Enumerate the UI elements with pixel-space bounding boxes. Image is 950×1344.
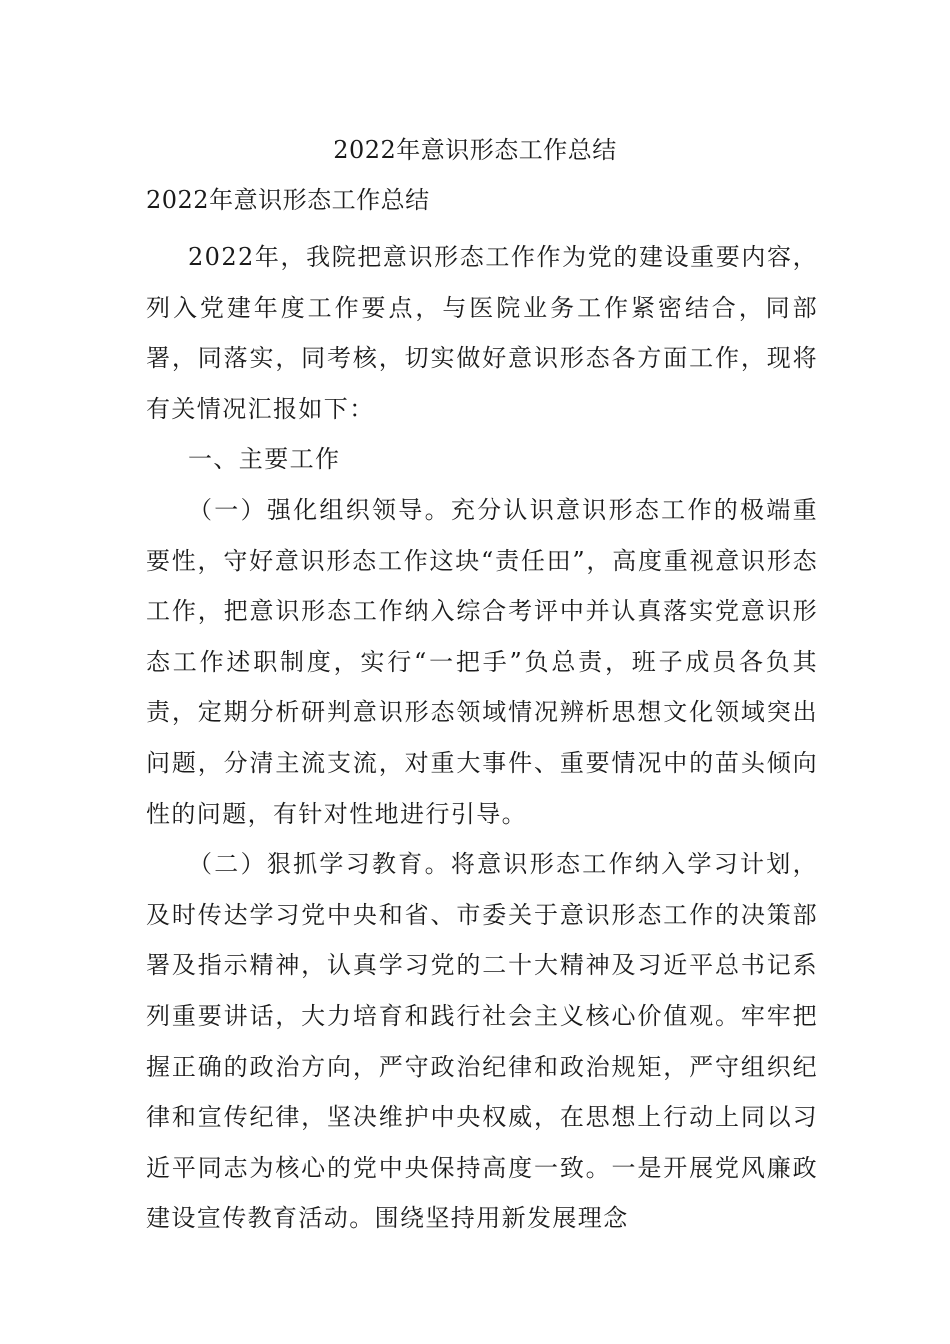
document-body [146,232,818,1244]
document-subtitle: 2022年意识形态工作总结 [146,186,430,214]
intro-paragraph: 2022年，我院把意识形态工作作为党的建设重要内容，列入党建年度工作要点，与医院业务工作紧密结合，同部署，同落实，同考核，切实做好意识形态各方面工作，现将有关情况汇报如下： [146,243,818,423]
study-education-paragraph: （二）狠抓学习教育。将意识形态工作纳入学习计划，及时传达学习党中央和省、市委关于意识形态工作的决策部署及指示精神，认真学习党的二十大精神及习近平总书记系列重要讲话，大力培育和践行社会主义核心价值观。牢牢把握正确的政治方向，严守政治纪律和政治规矩，严守组织纪律和宣传纪律，坚决维护中央权威，在思想上行动上同以习近平同志为核心的党中央保持高度一致。一是开展党风廉政建设宣传教育活动。围绕坚持用新发展理念 [146,850,818,1233]
organization-leadership-paragraph: （一）强化组织领导。充分认识意识形态工作的极端重要性，守好意识形态工作这块“责任田”，高度重视意识形态工作，把意识形态工作纳入综合考评中并认真落实党意识形态工作述职制度，实行“一把手”负总责，班子成员各负其责，定期分析研判意识形态领域情况辨析思想文化领域突出问题，分清主流支流，对重大事件、重要情况中的苗头倾向性的问题，有针对性地进行引导。 [146,495,818,828]
document-title: 2022年意识形态工作总结 [333,136,617,164]
section-heading: 一、主要工作 [188,445,341,474]
